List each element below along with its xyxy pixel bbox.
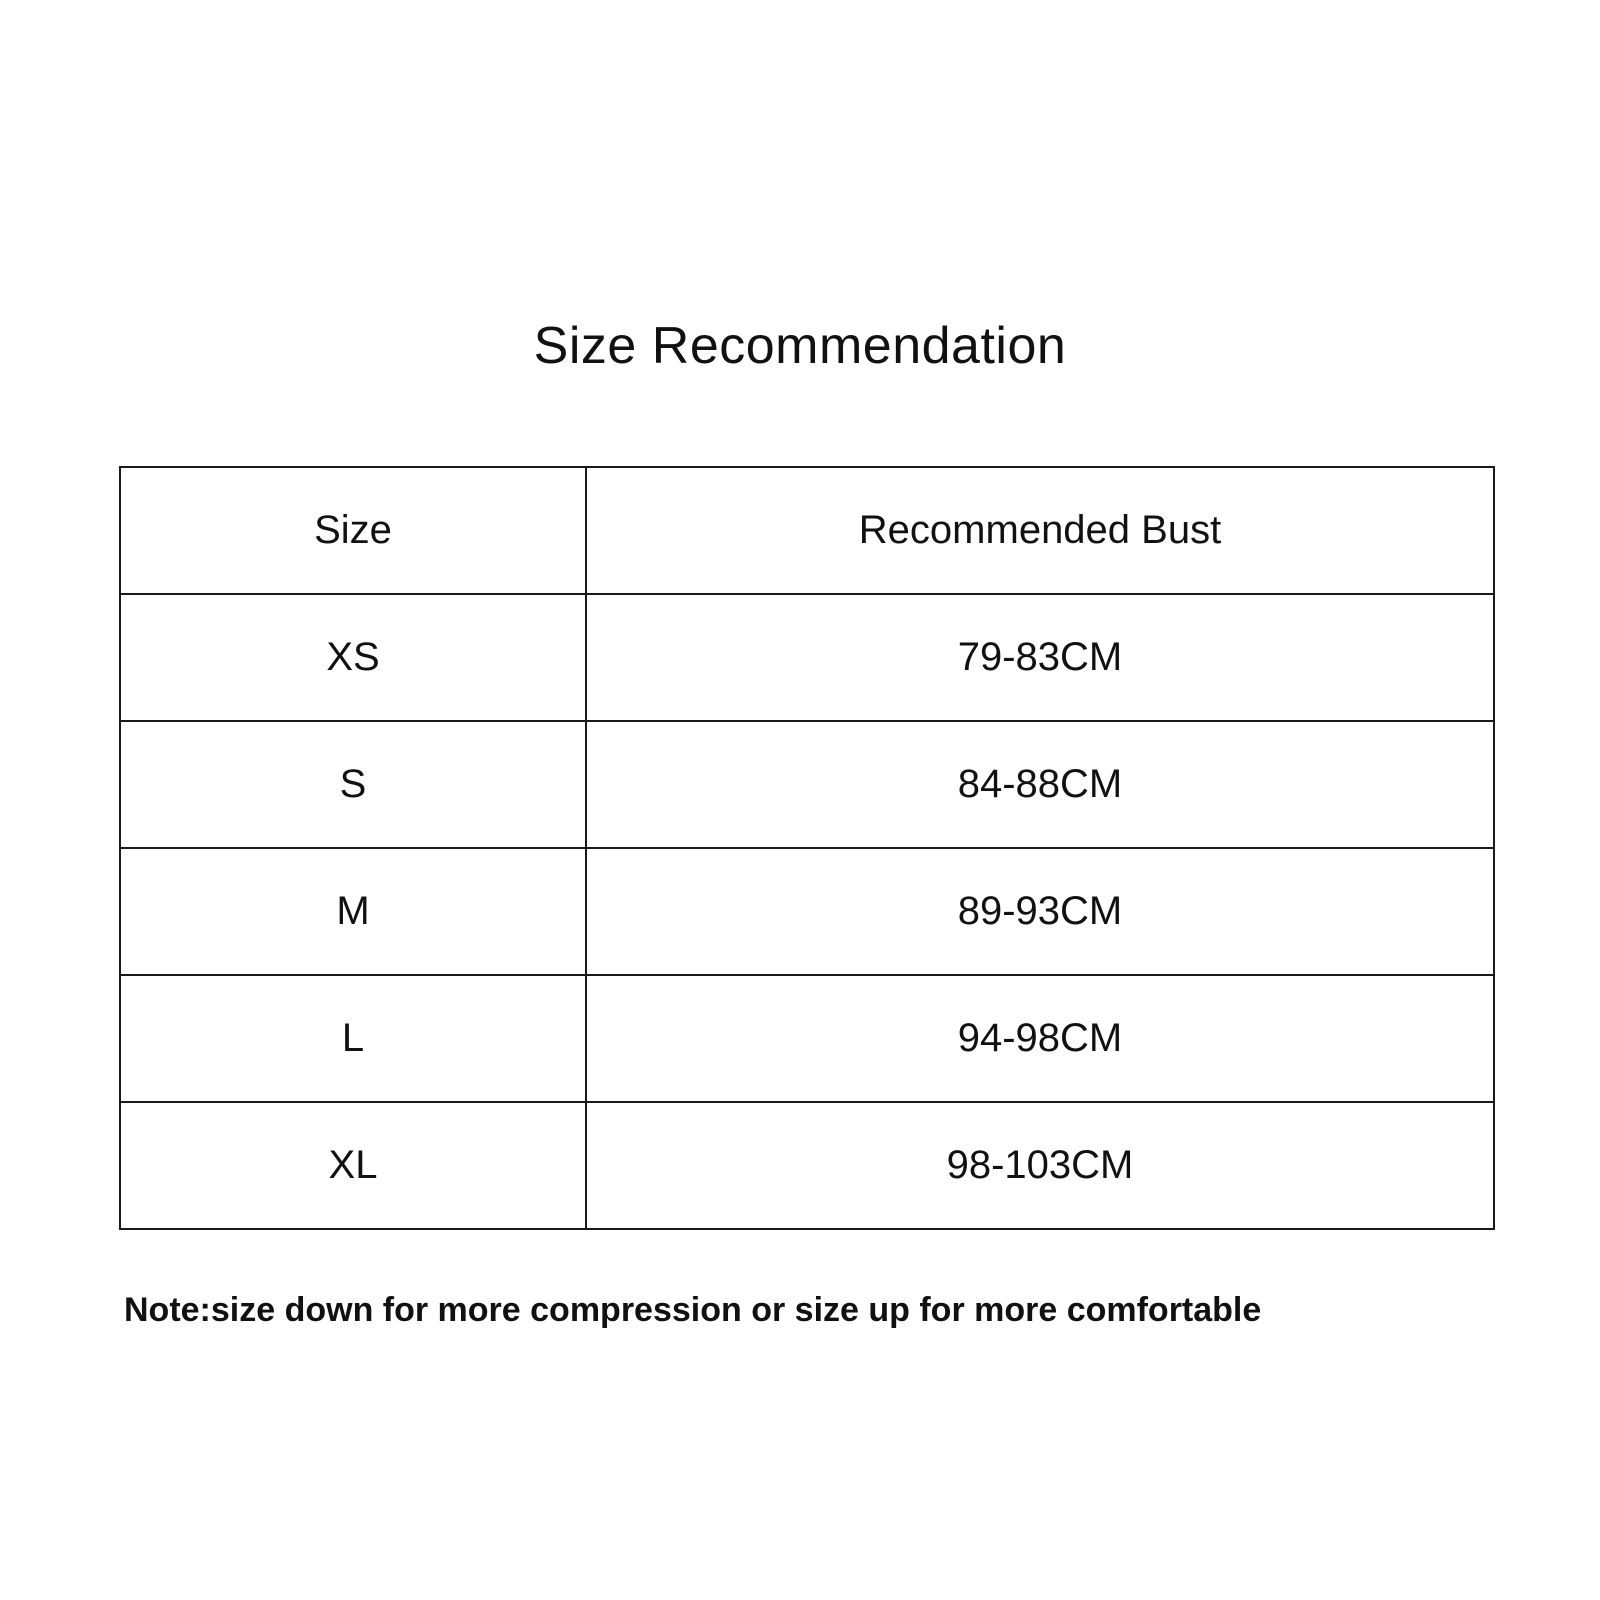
size-cell: XL: [120, 1102, 586, 1229]
size-cell: M: [120, 848, 586, 975]
table-row: [120, 594, 1494, 721]
table-row: [120, 848, 1494, 975]
size-chart-table: [119, 466, 1495, 1230]
column-header-recommended-bust: Recommended Bust: [586, 467, 1494, 594]
size-cell: L: [120, 975, 586, 1102]
bust-cell: 98-103CM: [586, 1102, 1494, 1229]
size-note: Note:size down for more compression or size up for more comfortable: [124, 1291, 1262, 1329]
size-cell: S: [120, 721, 586, 848]
column-header-size: Size: [120, 467, 586, 594]
size-cell: XS: [120, 594, 586, 721]
table-row: [120, 975, 1494, 1102]
table-row: [120, 1102, 1494, 1229]
table-row: [120, 721, 1494, 848]
page-title: Size Recommendation: [533, 317, 1067, 375]
bust-cell: 79-83CM: [586, 594, 1494, 721]
bust-cell: 94-98CM: [586, 975, 1494, 1102]
bust-cell: 89-93CM: [586, 848, 1494, 975]
table-header-row: [120, 467, 1494, 594]
bust-cell: 84-88CM: [586, 721, 1494, 848]
